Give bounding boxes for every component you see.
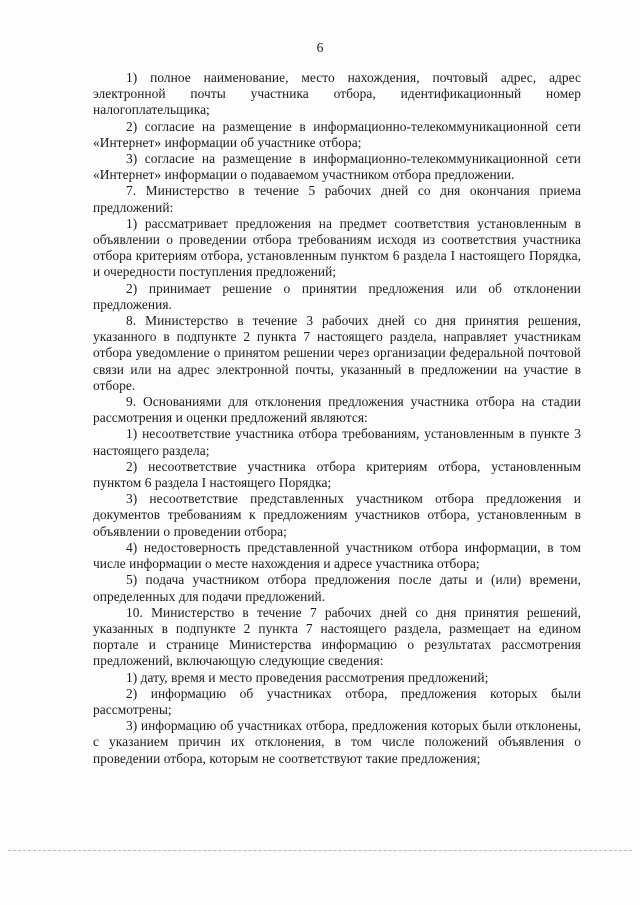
- scan-artifact-line: [8, 850, 632, 851]
- paragraph: 7. Министерство в течение 5 рабочих дней со дня окончания приема предложений:: [93, 183, 581, 215]
- paragraph: 2) несоответствие участника отбора критериям отбора, установленным пунктом 6 раздела I настоящего Порядка;: [93, 458, 581, 491]
- paragraph: 4) недостоверность представленной участником отбора информации, в том числе информации о месте нахождения и адресе участника отбора;: [93, 539, 581, 572]
- document-body: [93, 70, 581, 767]
- paragraph: 1) полное наименование, место нахождения, почтовый адрес, адрес электронной почты участника отбора, идентификационный номер налогоплательщика;: [93, 70, 581, 118]
- page-number: 6: [316, 40, 324, 55]
- paragraph: 8. Министерство в течение 3 рабочих дней со дня принятия решения, указанного в подпункте 2 пункта 7 настоящего раздела, направляет участникам отбора уведомление о принятом решении через организации федеральной почтовой связи или на адрес электронной почты, указанный в предложении на участие в отборе.: [93, 313, 581, 393]
- paragraph: 3) согласие на размещение в информационно-телекоммуникационной сети «Интернет» информации о подаваемом участником отбора предложении.: [93, 151, 581, 183]
- paragraph: 9. Основаниями для отклонения предложения участника отбора на стадии рассмотрения и оценки предложений являются:: [93, 394, 581, 426]
- paragraph: 5) подача участником отбора предложения после даты и (или) времени, определенных для подачи предложений.: [93, 572, 581, 604]
- paragraph: 3) информацию об участниках отбора, предложения которых были отклонены, с указанием причин их отклонения, в том числе положений объявления о проведении отбора, которым не соответствуют такие предложения;: [93, 718, 581, 766]
- paragraph: 2) принимает решение о принятии предложения или об отклонении предложения.: [93, 280, 581, 312]
- paragraph: 3) несоответствие представленных участником отбора предложения и документов требованиям к предложениям участников отбора, установленным в объявлении о проведении отбора;: [93, 491, 581, 539]
- paragraph: 2) согласие на размещение в информационно-телекоммуникационной сети «Интернет» информации об участнике отбора;: [93, 118, 581, 150]
- paragraph: 1) рассматривает предложения на предмет соответствия установленным в объявлении о проведении отбора требованиям исходя из соответствия участника отбора критериям отбора, установленным пунктом 6 раздела I настоящего Порядка, и очередности поступления предложений;: [93, 215, 581, 280]
- paragraph: 1) несоответствие участника отбора требованиям, установленным в пункте 3 настоящего раздела;: [93, 426, 581, 458]
- paragraph: 1) дату, время и место проведения рассмотрения предложений;: [126, 669, 489, 685]
- paragraph: 2) информацию об участниках отбора, предложения которых были рассмотрены;: [93, 685, 581, 717]
- paragraph: 10. Министерство в течение 7 рабочих дней со дня принятия решений, указанных в подпункте 2 пункта 7 настоящего раздела, размещает на едином портале и странице Министерства информацию о результатах рассмотрения предложений, включающую следующие сведения:: [93, 604, 581, 669]
